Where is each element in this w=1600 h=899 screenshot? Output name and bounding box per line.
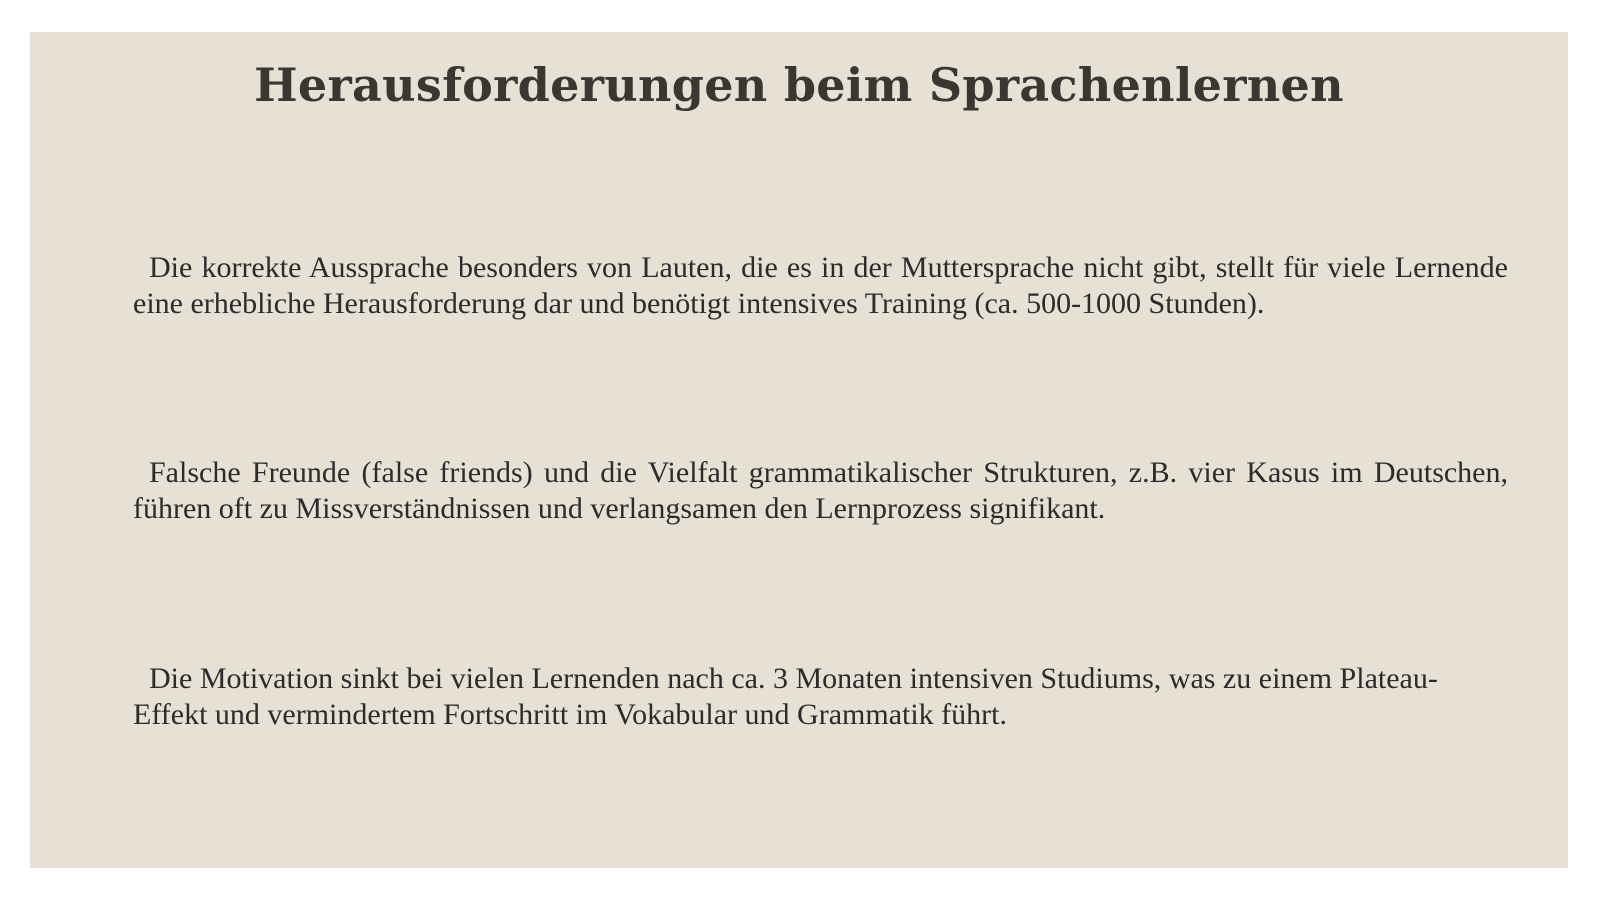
paragraph-false-friends: Falsche Freunde (false friends) und die Vielfalt grammatikalischer Strukturen, z.B. vier Kasus im Deutschen, führen oft zu Missverständnissen und verlangsamen den Lernprozess signifikant.: [133, 456, 1508, 525]
paragraph-pronunciation: Die korrekte Aussprache besonders von Lauten, die es in der Muttersprache nicht gibt, stellt für viele Lernende eine erhebliche Herausforderung dar und benötigt intensives Training (ca. 500-1000 Stunden).: [133, 251, 1508, 320]
paragraph-motivation: Die Motivation sinkt bei vielen Lernenden nach ca. 3 Monaten intensiven Studiums, was zu einem Plateau-Effekt und vermindertem Fortschritt im Vokabular und Grammatik führt.: [133, 662, 1438, 731]
slide: [30, 32, 1568, 868]
slide-title: Herausforderungen beim Sprachenlernen: [254, 58, 1344, 112]
